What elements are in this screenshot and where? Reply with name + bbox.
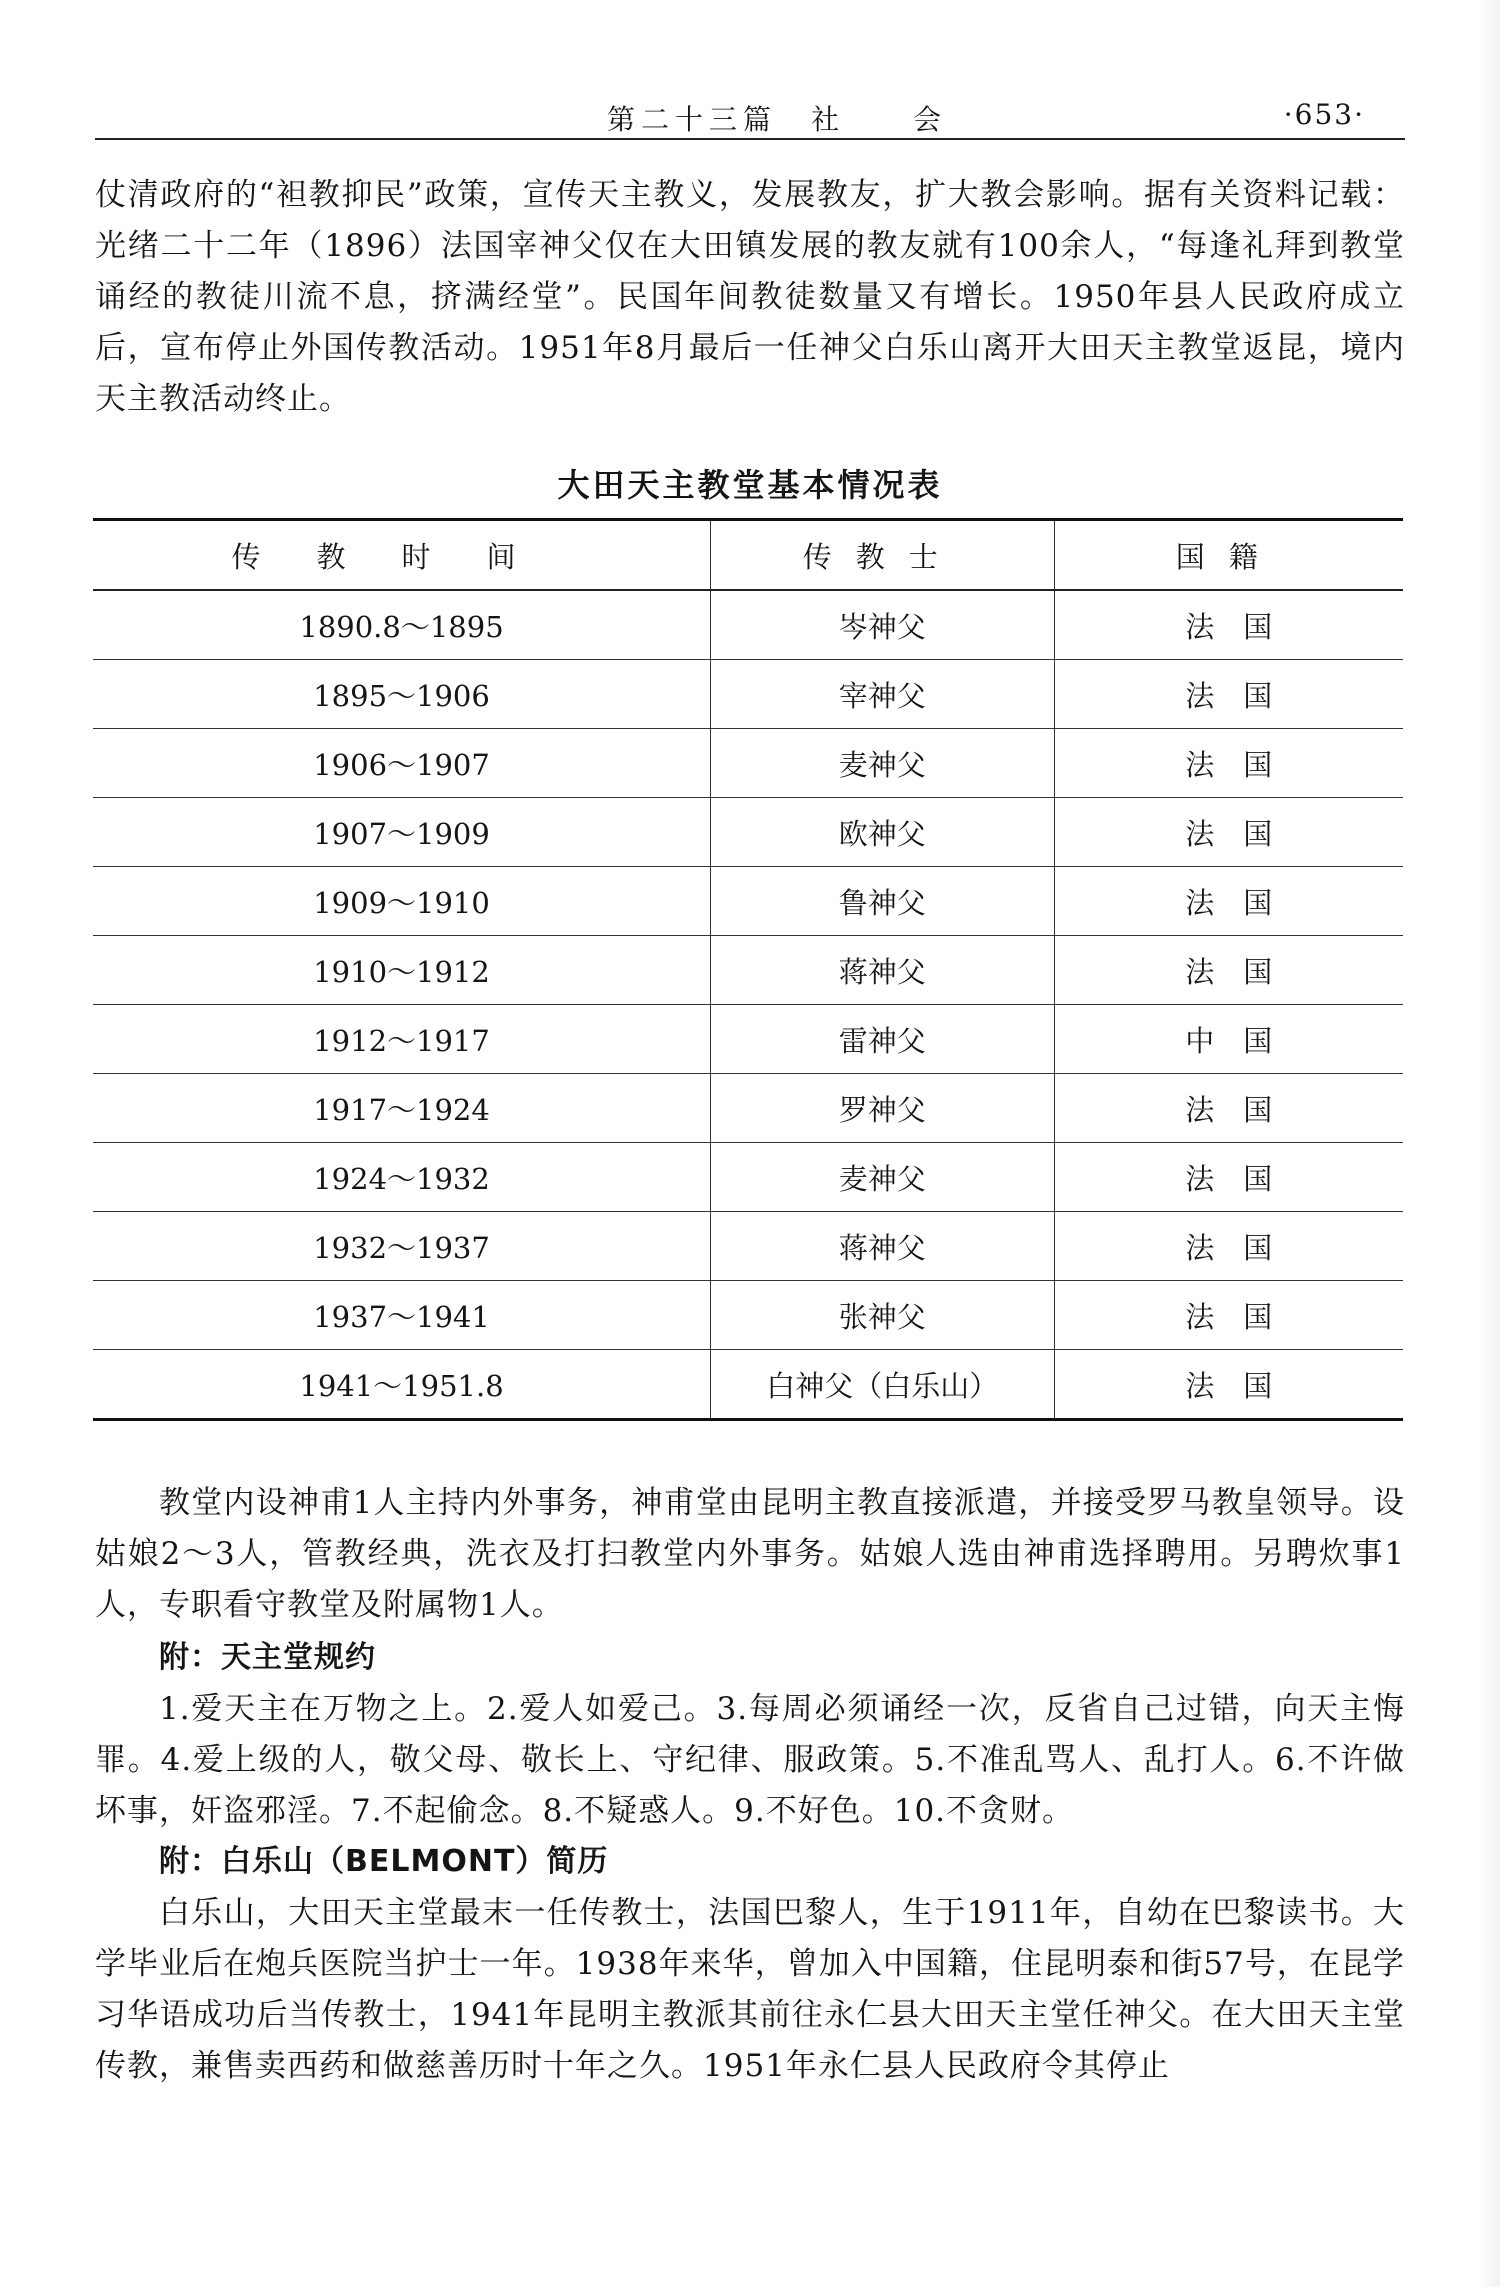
intro-paragraph [95, 170, 1405, 425]
cell-period: 1932～1937 [93, 1212, 711, 1281]
cell-missionary: 张神父 [711, 1281, 1054, 1350]
table-row [93, 1281, 1403, 1350]
cell-missionary: 白神父（白乐山） [711, 1350, 1054, 1420]
cell-period: 1912～1917 [93, 1005, 711, 1074]
cell-period: 1890.8～1895 [93, 590, 711, 660]
cell-period: 1924～1932 [93, 1143, 711, 1212]
running-header [95, 92, 1405, 140]
table-row [93, 1143, 1403, 1212]
cell-period: 1917～1924 [93, 1074, 711, 1143]
cell-period: 1895～1906 [93, 660, 711, 729]
table-row [93, 1212, 1403, 1281]
biography-text: 白乐山，大田天主堂最末一任传教士，法国巴黎人，生于1911年，自幼在巴黎读书。大学毕业后在炮兵医院当护士一年。1938年来华，曾加入中国籍，住昆明泰和街57号，在昆学习华语成功后当传教士，1941年昆明主教派其前往永仁县大田天主堂任神父。在大田天主堂传教，兼售卖西药和做慈善历时十年之久。1951年永仁县人民政府令其停止 [95, 1895, 1405, 2084]
cell-nationality: 法 国 [1054, 590, 1403, 660]
table-row [93, 1350, 1403, 1420]
table-row [93, 1005, 1403, 1074]
cell-period: 1941～1951.8 [93, 1350, 711, 1420]
cell-nationality: 法 国 [1054, 1350, 1403, 1420]
header-period: 传教时间 [93, 520, 711, 591]
biography-heading: 附：白乐山（BELMONT）简历 [159, 1844, 609, 1879]
table-row [93, 729, 1403, 798]
header-missionary: 传教士 [711, 520, 1054, 591]
cell-missionary: 岑神父 [711, 590, 1054, 660]
staff-text: 教堂内设神甫1人主持内外事务，神甫堂由昆明主教直接派遣，并接受罗马教皇领导。设姑娘2～3人，管教经典，洗衣及打扫教堂内外事务。姑娘人选由神甫选择聘用。另聘炊事1人，专职看守教堂及附属物1人。 [95, 1485, 1405, 1623]
table-row [93, 660, 1403, 729]
biography-paragraph [95, 1888, 1405, 2092]
staff-paragraph [95, 1478, 1405, 1631]
cell-period: 1906～1907 [93, 729, 711, 798]
cell-nationality: 中 国 [1054, 1005, 1403, 1074]
page-edge-shadow [1478, 0, 1500, 2287]
table-header-row [93, 520, 1403, 591]
rules-heading: 附：天主堂规约 [159, 1640, 376, 1675]
cell-nationality: 法 国 [1054, 729, 1403, 798]
cell-missionary: 欧神父 [711, 798, 1054, 867]
cell-nationality: 法 国 [1054, 660, 1403, 729]
cell-nationality: 法 国 [1054, 798, 1403, 867]
table-row [93, 590, 1403, 660]
cell-period: 1937～1941 [93, 1281, 711, 1350]
table-row [93, 867, 1403, 936]
chapter-title: 第二十三篇 社 会 [607, 103, 948, 136]
cell-missionary: 麦神父 [711, 729, 1054, 798]
cell-nationality: 法 国 [1054, 1212, 1403, 1281]
table-title: 大田天主教堂基本情况表 [557, 466, 943, 504]
cell-missionary: 宰神父 [711, 660, 1054, 729]
cell-missionary: 鲁神父 [711, 867, 1054, 936]
header-nationality: 国籍 [1054, 520, 1403, 591]
cell-period: 1907～1909 [93, 798, 711, 867]
intro-text: 仗清政府的“袒教抑民”政策，宣传天主教义，发展教友，扩大教会影响。据有关资料记载：光绪二十二年（1896）法国宰神父仅在大田镇发展的教友就有100余人，“每逢礼拜到教堂诵经的教徒川流不息，挤满经堂”。民国年间教徒数量又有增长。1950年县人民政府成立后，宣布停止外国传教活动。1951年8月最后一任神父白乐山离开大田天主教堂返昆，境内天主教活动终止。 [95, 177, 1405, 417]
cell-missionary: 蒋神父 [711, 1212, 1054, 1281]
cell-missionary: 雷神父 [711, 1005, 1054, 1074]
table-row [93, 1074, 1403, 1143]
cell-period: 1909～1910 [93, 867, 711, 936]
table-row [93, 936, 1403, 1005]
cell-nationality: 法 国 [1054, 936, 1403, 1005]
cell-missionary: 麦神父 [711, 1143, 1054, 1212]
cell-period: 1910～1912 [93, 936, 711, 1005]
cell-nationality: 法 国 [1054, 1074, 1403, 1143]
rules-paragraph [95, 1684, 1405, 1837]
missionary-table [93, 518, 1403, 1421]
cell-nationality: 法 国 [1054, 1143, 1403, 1212]
table-row [93, 798, 1403, 867]
cell-nationality: 法 国 [1054, 1281, 1403, 1350]
cell-missionary: 蒋神父 [711, 936, 1054, 1005]
page-number: ·653· [1283, 98, 1365, 131]
rules-text: 1.爱天主在万物之上。2.爱人如爱己。3.每周必须诵经一次，反省自己过错，向天主悔罪。4.爱上级的人，敬父母、敬长上、守纪律、服政策。5.不准乱骂人、乱打人。6.不许做坏事，奸盗邪淫。7.不起偷念。8.不疑惑人。9.不好色。10.不贪财。 [95, 1691, 1405, 1829]
cell-missionary: 罗神父 [711, 1074, 1054, 1143]
cell-nationality: 法 国 [1054, 867, 1403, 936]
